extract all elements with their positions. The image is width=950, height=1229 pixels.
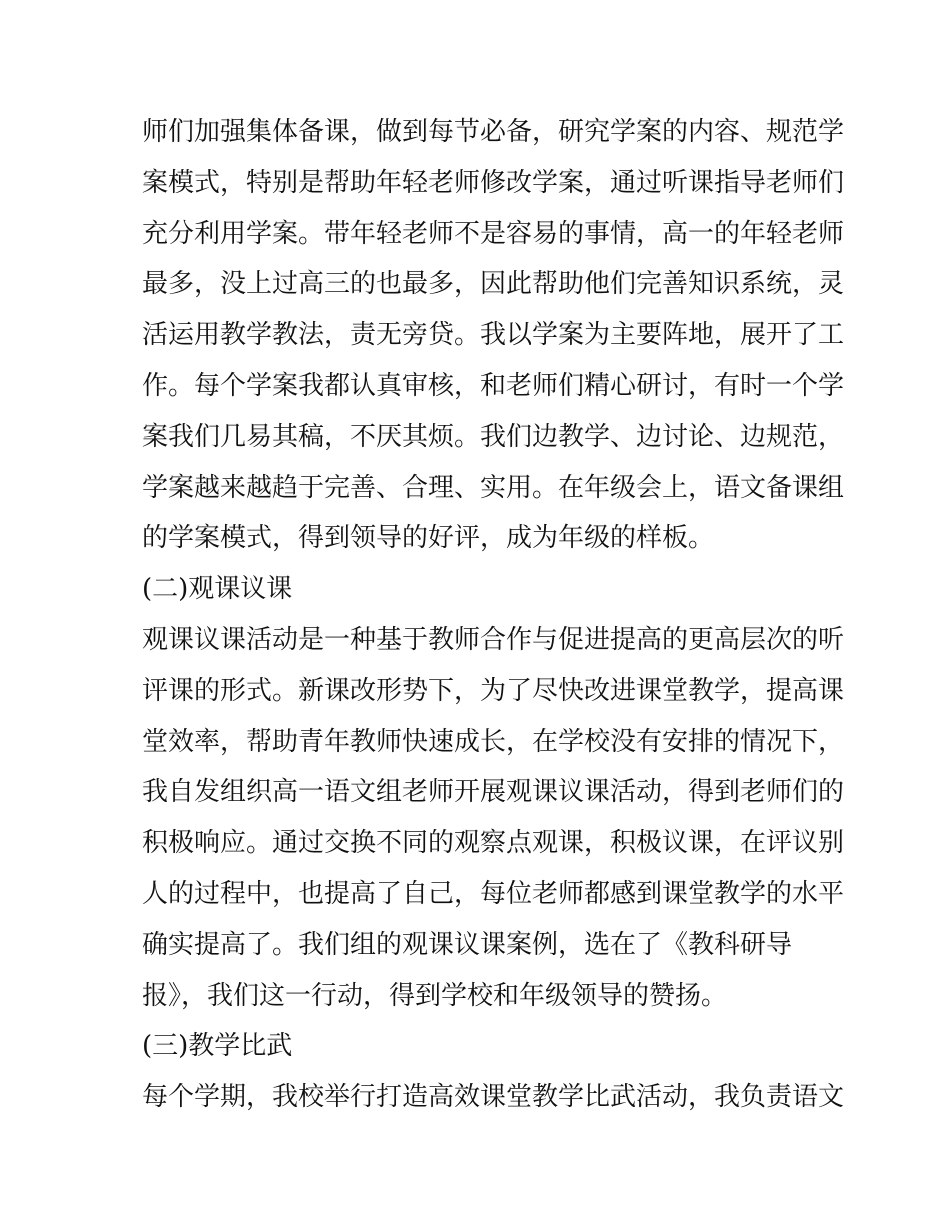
paragraph-line: 报》，我们这一行动，得到学校和年级领导的赞扬。	[142, 980, 728, 1011]
paragraph-line: 人的过程中，也提高了自己，每位老师都感到课堂教学的水平	[142, 878, 845, 909]
paragraph-line: 充分利用学案。带年轻老师不是容易的事情，高一的年轻老师	[142, 218, 845, 249]
paragraph-line: 确实提高了。我们组的观课议课案例，选在了《教科研导	[142, 929, 793, 960]
paragraph-line: 的学案模式，得到领导的好评，成为年级的样板。	[142, 523, 715, 554]
document-body	[142, 107, 845, 1123]
section-heading: (三)教学比武	[142, 1031, 293, 1062]
paragraph-line: 每个学期，我校举行打造高效课堂教学比武活动，我负责语文	[142, 1082, 845, 1113]
section-heading: (二)观课议课	[142, 574, 293, 605]
paragraph-line: 积极响应。通过交换不同的观察点观课，积极议课，在评议别	[142, 828, 845, 859]
paragraph-line: 学案越来越趋于完善、合理、实用。在年级会上，语文备课组	[142, 472, 845, 503]
paragraph-line: 我自发组织高一语文组老师开展观课议课活动，得到老师们的	[142, 777, 845, 808]
paragraph-line: 案模式，特别是帮助年轻老师修改学案，通过听课指导老师们	[142, 167, 845, 198]
paragraph-line: 活运用教学教法，责无旁贷。我以学案为主要阵地，展开了工	[142, 320, 845, 351]
paragraph-line: 堂效率，帮助青年教师快速成长，在学校没有安排的情况下，	[142, 726, 845, 757]
paragraph-line: 评课的形式。新课改形势下，为了尽快改进课堂教学，提高课	[142, 675, 845, 706]
paragraph-line: 最多，没上过高三的也最多，因此帮助他们完善知识系统，灵	[142, 269, 845, 300]
paragraph-line: 师们加强集体备课，做到每节必备，研究学案的内容、规范学	[142, 117, 845, 147]
paragraph-line: 作。每个学案我都认真审核，和老师们精心研讨，有时一个学	[142, 370, 845, 401]
paragraph-line: 观课议课活动是一种基于教师合作与促进提高的更高层次的听	[142, 624, 845, 655]
paragraph-line: 案我们几易其稿，不厌其烦。我们边教学、边讨论、边规范，	[142, 421, 845, 452]
